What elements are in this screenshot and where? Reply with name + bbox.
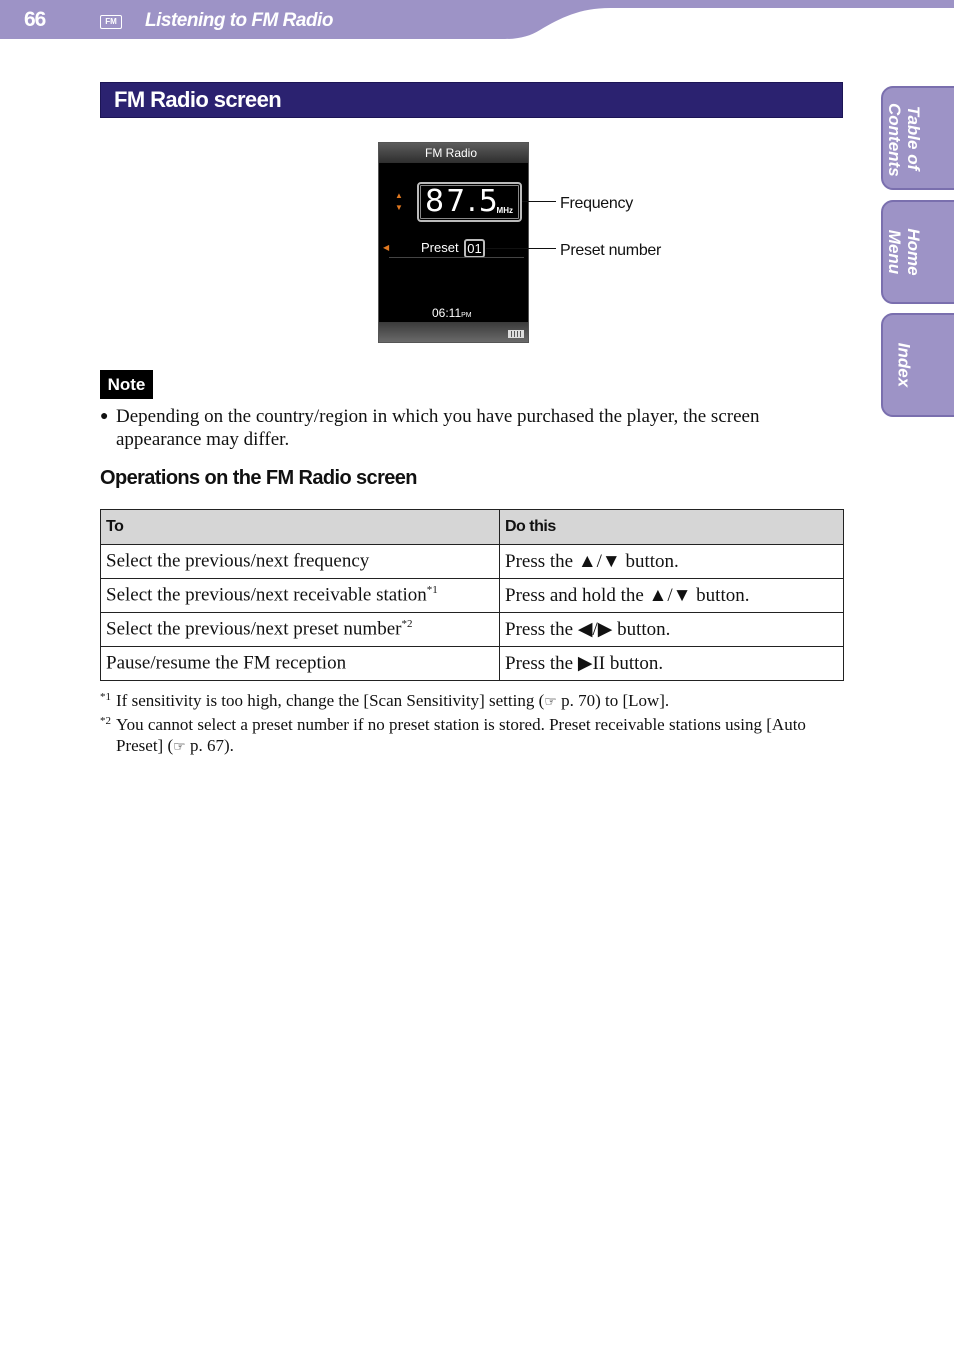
device-status-bar [379,322,528,342]
bullet-icon: ● [100,409,109,424]
footnote-1 [100,690,830,714]
table-row [101,545,844,579]
cell-do: Press and hold the ▲/▼ button. [500,579,844,613]
note-badge: Note [100,370,153,399]
callout-line-preset [486,248,556,249]
title-bar [100,82,843,118]
page-title: FM Radio screen [114,87,282,112]
table-row [101,647,844,681]
cell-to-text: Select the previous/next receivable station [106,584,427,606]
tab-home-menu[interactable] [881,200,954,304]
divider [389,257,524,258]
footnote-ref: *2 [401,618,413,631]
preset-number-box: 01 [464,239,485,258]
header-do-this: Do this [500,510,844,545]
arrow-up-icon: ▲ [395,191,403,200]
device-clock [432,306,472,320]
header-band [0,0,954,40]
callout-preset-number: Preset number [560,242,662,259]
operations-table [100,509,844,681]
tab-label: Index [894,342,914,388]
table-row [101,613,844,647]
cell-to-text: Select the previous/next frequency [106,550,370,572]
tab-index[interactable] [881,313,954,417]
cell-do: Press the ▲/▼ button. [500,545,844,579]
clock-suffix: PM [461,312,472,319]
footnote-text-before: If sensitivity is too high, change the [Scan Sensitivity] setting ( [116,691,545,710]
device-title-bar [379,143,528,163]
frequency-box [417,182,522,222]
header-band-shape [0,0,954,40]
frequency-unit: MHz [496,206,513,215]
cell-to [101,579,500,613]
cell-to-text: Pause/resume the FM reception [106,652,347,674]
table-row [101,579,844,613]
cell-to-text: Select the previous/next preset number [106,618,402,640]
note-body: Depending on the country/region in which you have purchased the player, the screen appearance may differ. [116,406,760,450]
cell-do: Press the ▶II button. [500,647,844,681]
arrow-left-icon: ◀ [383,243,390,252]
table-header-row [101,510,844,545]
footnote-text-after: p. 67). [185,736,234,755]
cell-do: Press the ◀/▶ button. [500,613,844,647]
device-screen [378,142,529,343]
fm-radio-icon: FM [100,15,122,29]
cell-to [101,647,500,681]
preset-label: Preset [421,240,459,255]
subheading: Operations on the FM Radio screen [100,467,417,489]
footnote-text-after: p. 70) to [Low]. [556,691,670,710]
page-number: 66 [24,8,46,31]
footnote-mark: *1 [100,691,111,703]
clock-time: 06:11 [432,306,462,320]
pointing-hand-icon[interactable]: ☞ [173,739,186,755]
battery-icon [508,330,524,338]
tab-label: Table of Contents [885,103,923,177]
pointing-hand-icon[interactable]: ☞ [544,694,557,710]
device-title: FM Radio [425,146,478,160]
frequency-value: 87.5 [425,184,500,219]
tab-table-of-contents[interactable] [881,86,954,190]
footnote-2 [100,714,830,759]
cell-to [101,613,500,647]
footnote-text-before: You cannot select a preset number if no preset station is stored. Preset receivable stations using [Auto Preset] ( [116,714,806,755]
cell-to [101,545,500,579]
callout-frequency: Frequency [560,195,633,212]
footnote-ref: *1 [426,584,438,597]
section-title: Listening to FM Radio [145,10,333,31]
tab-label: Home Menu [885,228,923,276]
arrow-down-icon: ▼ [395,203,403,212]
footnotes [100,690,830,759]
callout-line-frequency [522,201,556,202]
header-to: To [101,510,500,545]
footnote-mark: *2 [100,714,111,727]
